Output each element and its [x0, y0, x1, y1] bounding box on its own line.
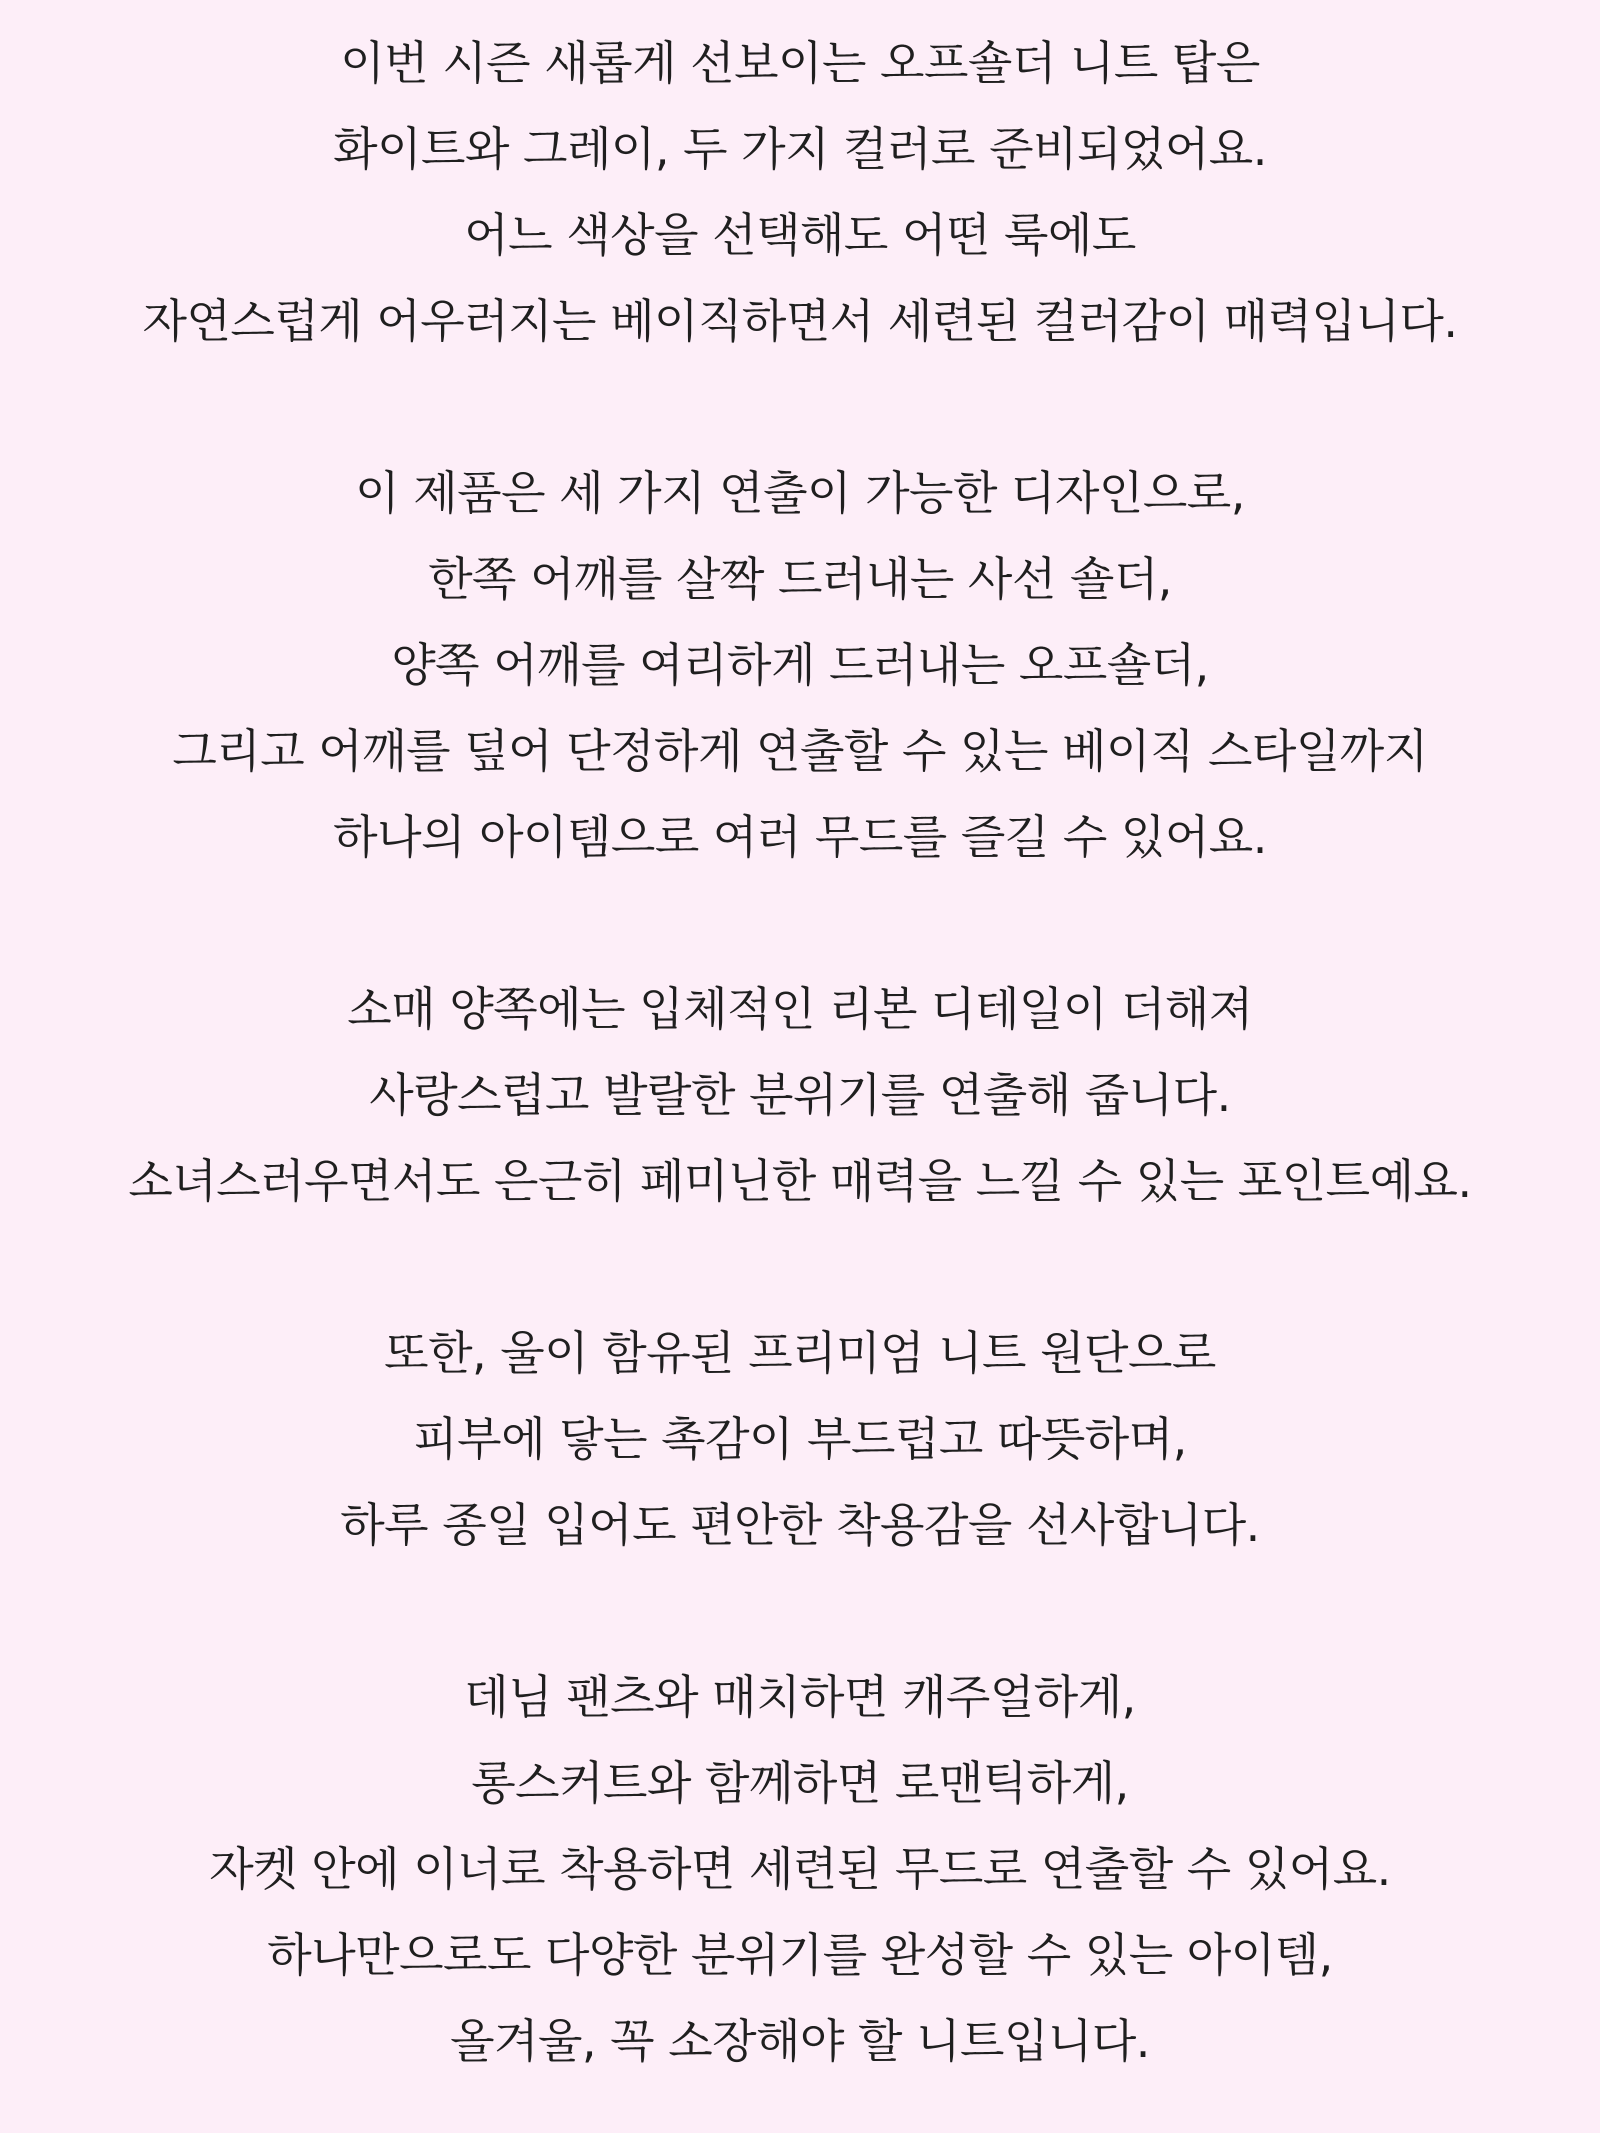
paragraph-coordination [0, 1666, 1600, 2096]
text-line: 이 제품은 세 가지 연출이 가능한 디자인으로, [355, 466, 1245, 520]
text-line: 어느 색상을 선택해도 어떤 룩에도 [464, 208, 1136, 262]
text-line: 또한, 울이 함유된 프리미엄 니트 원단으로 [384, 1326, 1216, 1380]
text-line: 그리고 어깨를 덮어 단정하게 연출할 수 있는 베이직 스타일까지 [172, 724, 1428, 778]
text-line: 데님 팬츠와 매치하면 캐주얼하게, [464, 1670, 1136, 1724]
text-line: 하나만으로도 다양한 분위기를 완성할 수 있는 아이템, [267, 1928, 1333, 1982]
paragraph-styling-options [0, 462, 1600, 892]
text-line: 롱스커트와 함께하면 로맨틱하게, [471, 1756, 1129, 1810]
text-line: 자켓 안에 이너로 착용하면 세련된 무드로 연출할 수 있어요. [209, 1842, 1391, 1896]
text-line: 올겨울, 꼭 소장해야 할 니트입니다. [450, 2014, 1150, 2068]
text-line: 이번 시즌 새롭게 선보이는 오프숄더 니트 탑은 [340, 36, 1260, 90]
text-line: 한쪽 어깨를 살짝 드러내는 사선 숄더, [428, 552, 1172, 606]
text-line: 화이트와 그레이, 두 가지 컬러로 준비되었어요. [333, 122, 1267, 176]
text-line: 피부에 닿는 촉감이 부드럽고 따뜻하며, [413, 1412, 1187, 1466]
text-line: 소녀스러우면서도 은근히 페미닌한 매력을 느낄 수 있는 포인트예요. [128, 1154, 1472, 1208]
text-line: 하나의 아이템으로 여러 무드를 즐길 수 있어요. [333, 810, 1267, 864]
paragraph-colors [0, 32, 1600, 376]
text-line: 사랑스럽고 발랄한 분위기를 연출해 줍니다. [369, 1068, 1231, 1122]
text-line: 하루 종일 입어도 편안한 착용감을 선사합니다. [340, 1498, 1260, 1552]
paragraph-ribbon-detail [0, 978, 1600, 1236]
paragraph-fabric [0, 1322, 1600, 1580]
text-line: 자연스럽게 어우러지는 베이직하면서 세련된 컬러감이 매력입니다. [142, 294, 1458, 348]
text-line: 소매 양쪽에는 입체적인 리본 디테일이 더해져 [347, 982, 1253, 1036]
text-line: 양쪽 어깨를 여리하게 드러내는 오프숄더, [391, 638, 1209, 692]
